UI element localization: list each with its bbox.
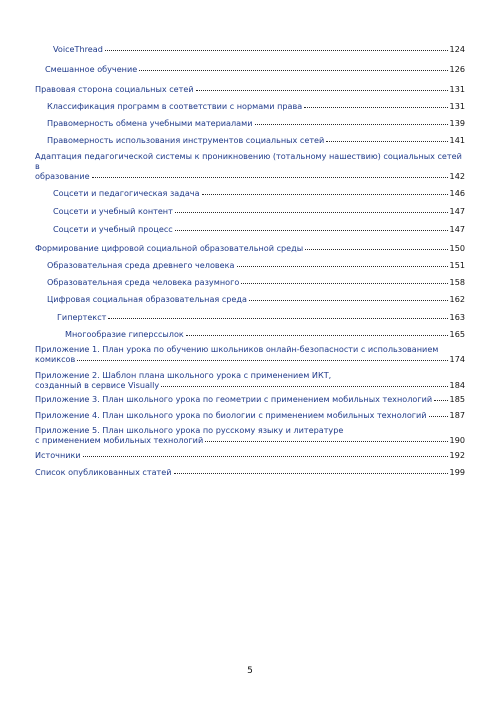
toc-page-number: 126 <box>449 64 465 74</box>
toc-entry-appendix-5[interactable] <box>35 425 465 445</box>
toc-entry-hyperlinks[interactable] <box>35 329 465 339</box>
toc-entry-title: Соцсети и учебный контент <box>53 206 173 216</box>
toc-entry-title: Соцсети и педагогическая задача <box>53 188 200 198</box>
toc-page-number: 131 <box>449 84 465 94</box>
leader-dots <box>161 386 447 387</box>
toc-page-number: 174 <box>449 354 465 364</box>
toc-entry-materials-exchange[interactable] <box>35 118 465 128</box>
toc-entry-title: Приложение 3. План школьного урока по геометрии с применением мобильных технологий <box>35 394 433 404</box>
toc-entry-title: Образовательная среда древнего человека <box>47 260 235 270</box>
toc-entry-title: Многообразие гиперссылок <box>65 329 184 339</box>
toc-entry-title: Цифровая социальная образовательная среда <box>47 294 247 304</box>
toc-page-number: 199 <box>449 467 465 477</box>
toc-entry-title: Источники <box>35 450 81 460</box>
leader-dots <box>304 107 447 108</box>
toc-entry-homo-sapiens[interactable] <box>35 277 465 287</box>
toc-entry-title: Приложение 4. План школьного урока по биологии с применением мобильных технологий <box>35 410 427 420</box>
toc-entry-legal-side[interactable] <box>35 84 465 94</box>
leader-dots <box>196 90 448 91</box>
toc-page-number: 131 <box>449 101 465 111</box>
toc-page-number: 150 <box>449 243 465 253</box>
toc-entry-sources[interactable] <box>35 450 465 460</box>
leader-dots <box>139 70 447 71</box>
toc-entry-title-line2: образование <box>35 171 90 181</box>
toc-entry-title: Гипертекст <box>57 312 107 322</box>
toc-page-number: 192 <box>449 450 465 460</box>
leader-dots <box>175 230 448 231</box>
toc-page-number: 151 <box>449 260 465 270</box>
toc-entry-title: Смешанное обучение <box>45 64 138 74</box>
toc-page-number: 190 <box>449 435 465 445</box>
leader-dots <box>92 177 448 178</box>
toc-page-number: 141 <box>449 135 465 145</box>
toc-page-number: 139 <box>449 118 465 128</box>
leader-dots <box>241 283 447 284</box>
toc-entry-title: Правомерность обмена учебными материалами <box>47 118 253 128</box>
toc-entry-pedagogical-task[interactable] <box>35 188 465 198</box>
leader-dots <box>108 318 447 319</box>
toc-page-number: 163 <box>449 312 465 322</box>
toc-entry-appendix-1[interactable] <box>35 344 465 364</box>
toc-entry-title-line1: Приложение 2. Шаблон плана школьного урока с применением ИКТ, <box>35 370 332 380</box>
page-number-footer: 5 <box>247 666 253 676</box>
toc-entry-title-line2: созданный в сервисе Visually <box>35 380 160 390</box>
leader-dots <box>237 266 448 267</box>
leader-dots <box>186 335 448 336</box>
toc-entry-ancient-human[interactable] <box>35 260 465 270</box>
toc-page-number: 185 <box>449 394 465 404</box>
leader-dots <box>249 300 448 301</box>
toc-entry-voicethread[interactable] <box>35 44 465 54</box>
toc-entry-title: Правовая сторона социальных сетей <box>35 84 194 94</box>
toc-entry-appendix-2[interactable] <box>35 370 465 390</box>
leader-dots <box>202 194 448 195</box>
toc-entry-title-line2: комиксов <box>35 354 76 364</box>
toc-entry-digital-environment[interactable] <box>35 243 465 253</box>
toc-page-number: 146 <box>449 188 465 198</box>
toc-entry-appendix-3[interactable] <box>35 394 465 404</box>
table-of-contents <box>35 44 465 477</box>
leader-dots <box>83 456 448 457</box>
toc-entry-published-articles[interactable] <box>35 467 465 477</box>
toc-entry-title-line1: Адаптация педагогической системы к проникновению (тотальному нашествию) социальных сетей в <box>35 151 462 171</box>
toc-entry-title: Формирование цифровой социальной образовательной среды <box>35 243 304 253</box>
leader-dots <box>175 212 448 213</box>
toc-entry-tools-usage[interactable] <box>35 135 465 145</box>
toc-page-number: 187 <box>449 410 465 420</box>
toc-entry-title: Соцсети и учебный процесс <box>53 224 173 234</box>
toc-entry-title-line1: Приложение 1. План урока по обучению школьников онлайн-безопасности с использованием <box>35 344 439 354</box>
toc-entry-classification[interactable] <box>35 101 465 111</box>
leader-dots <box>205 441 447 442</box>
toc-entry-digital-social-environment[interactable] <box>35 294 465 304</box>
leader-dots <box>77 360 447 361</box>
leader-dots <box>434 400 447 401</box>
toc-page-number: 162 <box>449 294 465 304</box>
toc-entry-title: Образовательная среда человека разумного <box>47 277 240 287</box>
toc-entry-title: VoiceThread <box>53 44 103 54</box>
toc-entry-title-line2: с применением мобильных технологий <box>35 435 204 445</box>
toc-page-number: 147 <box>449 206 465 216</box>
toc-entry-title-line1: Приложение 5. План школьного урока по русскому языку и литературе <box>35 425 344 435</box>
toc-entry-learning-process[interactable] <box>35 224 465 234</box>
toc-page-number: 184 <box>449 380 465 390</box>
toc-entry-hypertext[interactable] <box>35 312 465 322</box>
toc-entry-title: Классификация программ в соответствии с нормами права <box>47 101 303 111</box>
toc-entry-adaptation[interactable] <box>35 151 465 181</box>
leader-dots <box>305 249 447 250</box>
toc-page-number: 147 <box>449 224 465 234</box>
leader-dots <box>174 473 448 474</box>
leader-dots <box>105 50 448 51</box>
leader-dots <box>429 416 448 417</box>
toc-page-number: 158 <box>449 277 465 287</box>
toc-entry-appendix-4[interactable] <box>35 410 465 420</box>
toc-page-number: 165 <box>449 329 465 339</box>
toc-entry-title: Правомерность использования инструментов социальных сетей <box>47 135 325 145</box>
leader-dots <box>326 141 447 142</box>
toc-page-number: 142 <box>449 171 465 181</box>
leader-dots <box>255 124 448 125</box>
toc-entry-blended-learning[interactable] <box>35 64 465 74</box>
toc-page-number: 124 <box>449 44 465 54</box>
toc-entry-learning-content[interactable] <box>35 206 465 216</box>
toc-entry-title: Список опубликованных статей <box>35 467 172 477</box>
